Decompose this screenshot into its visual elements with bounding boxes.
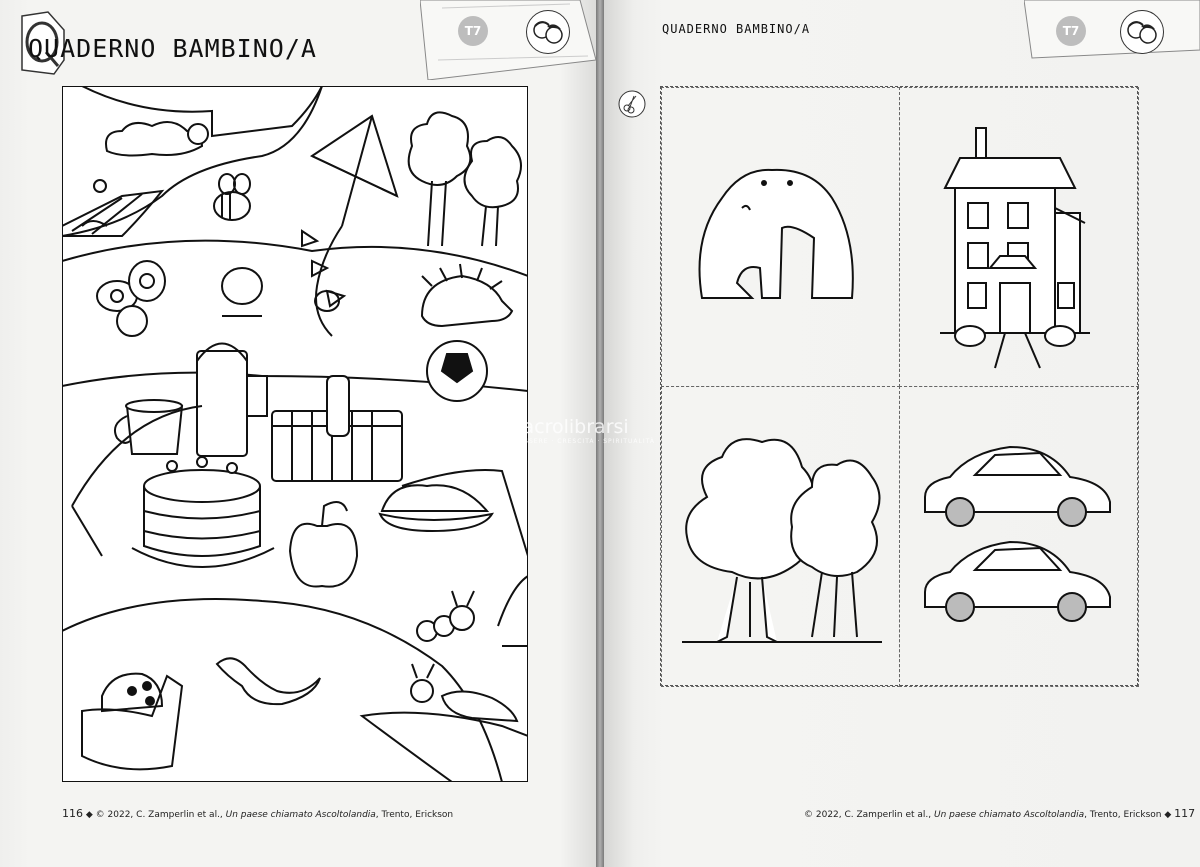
watermark — [504, 416, 655, 445]
separator-diamond: ◆ — [85, 810, 93, 820]
card-house — [899, 87, 1139, 387]
watermark-brand: macrolibrarsi — [504, 416, 629, 438]
cars-drawing — [900, 387, 1138, 686]
right-footer — [804, 807, 1195, 820]
book-title: Un paese chiamato Ascoltolandia — [933, 810, 1085, 820]
frog-drawing — [662, 88, 899, 386]
scissors-icon — [618, 90, 646, 118]
page-number: 116 — [62, 807, 83, 820]
page-number: 117 — [1174, 807, 1196, 820]
house-drawing — [900, 88, 1138, 386]
t7-badge: T7 — [1056, 16, 1086, 46]
soccer-ball — [427, 341, 487, 401]
children-faces-icon — [1120, 10, 1164, 54]
page-title: QUADERNO BAMBINO/A — [662, 22, 811, 36]
card-cars — [899, 386, 1139, 687]
copyright-text: © 2022, C. Zamperlin et al., — [95, 810, 226, 820]
t7-badge: T7 — [458, 16, 488, 46]
right-page — [604, 0, 1200, 867]
left-footer — [62, 807, 453, 820]
cutout-cards-grid — [660, 86, 1138, 686]
copyright-text: © 2022, C. Zamperlin et al., — [804, 810, 934, 820]
card-trees — [661, 386, 900, 687]
separator-diamond: ◆ — [1164, 810, 1172, 820]
card-frog — [661, 87, 900, 387]
trees-drawing — [662, 387, 899, 686]
watermark-tagline: BENESSERE · CRESCITA · SPIRITUALITÀ — [504, 438, 655, 445]
header-tab — [420, 0, 596, 80]
picnic-coloring-illustration — [62, 86, 528, 782]
book-title: Un paese chiamato Ascoltolandia — [225, 810, 376, 820]
header-tab — [1024, 0, 1200, 70]
page-title: QUADERNO BAMBINO/A — [28, 34, 317, 63]
children-faces-icon — [526, 10, 570, 54]
copyright-publisher: , Trento, Erickson — [1084, 810, 1162, 820]
copyright-publisher: , Trento, Erickson — [375, 810, 454, 820]
